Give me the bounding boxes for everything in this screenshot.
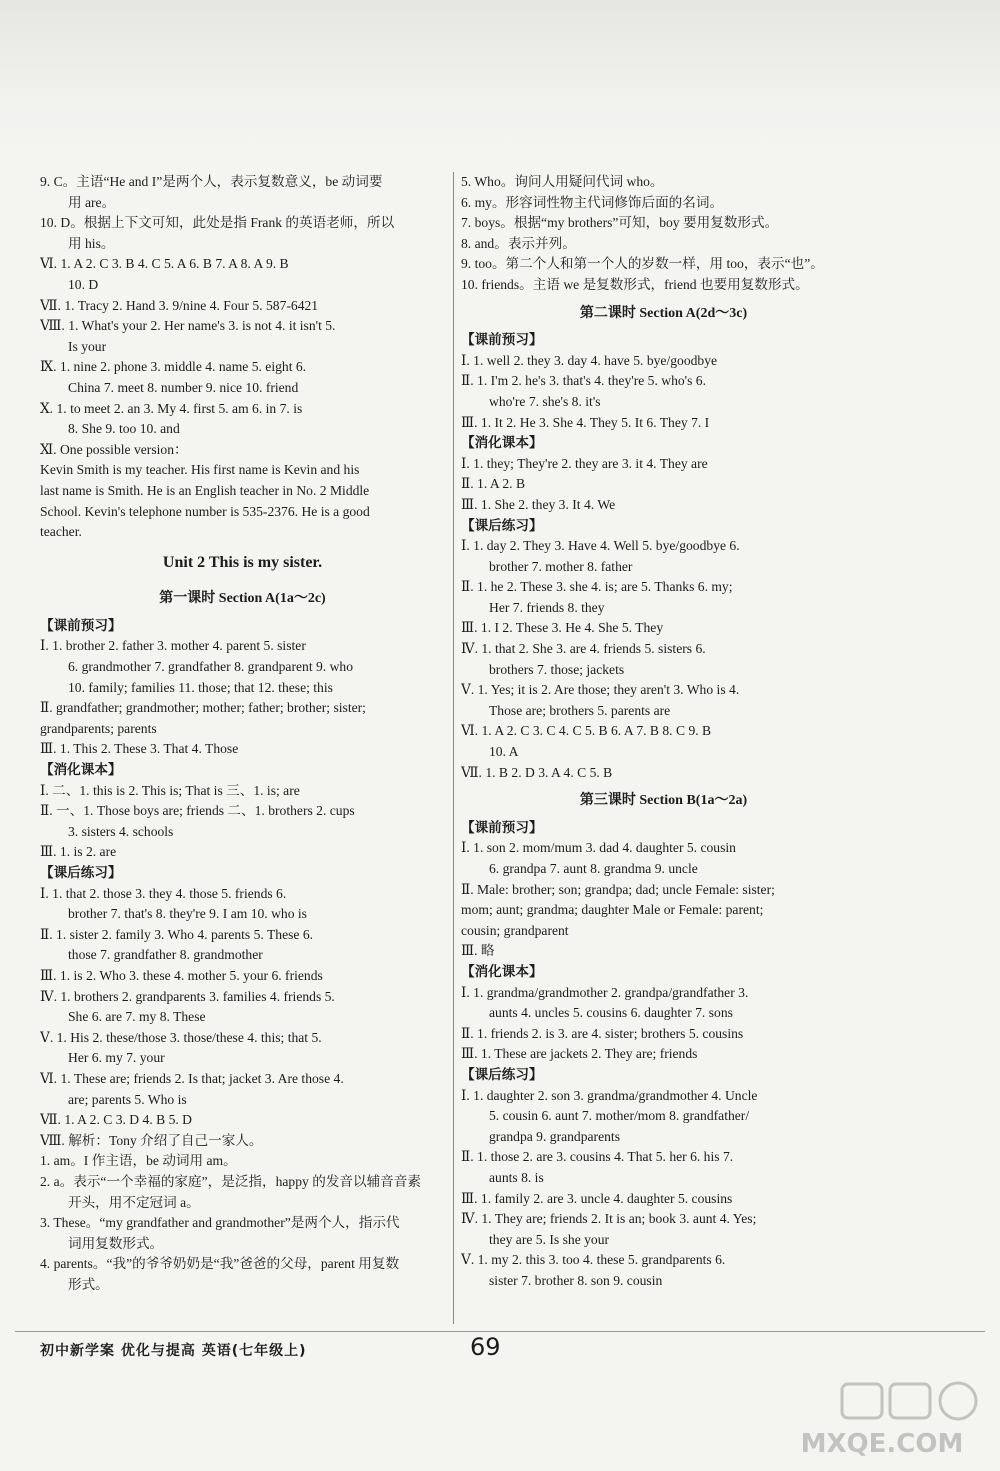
section-label: 【消化课本】 (461, 435, 543, 451)
answer-line: Ⅳ. 1. They are; friends 2. It is an; book 3. aunt 4. Yes; (461, 1211, 757, 1227)
answer-line: Ⅳ. 1. brothers 2. grandparents 3. families 4. friends 5. (40, 988, 335, 1004)
answer-line: Ⅰ. 1. grandma/grandmother 2. grandpa/grandfather 3. (461, 984, 749, 1000)
answer-line: 3. sisters 4. schools (68, 823, 174, 839)
column-divider (453, 172, 454, 1324)
answer-line: Ⅱ. 一、1. Those boys are; friends 二、1. brothers 2. cups (40, 803, 355, 819)
answer-line: Ⅷ. 1. What's your 2. Her name's 3. is not 4. it isn't 5. (40, 318, 336, 334)
answer-line: Ⅱ. 1. I'm 2. he's 3. that's 4. they're 5. who's 6. (461, 373, 706, 389)
answer-line: Ⅰ. 1. they; They're 2. they are 3. it 4. They are (461, 455, 708, 471)
unit-heading: Unit 2 This is my sister. (162, 553, 323, 571)
answer-line: 开头，用不定冠词 a。 (68, 1194, 200, 1210)
answer-line: last name is Smith. He is an English teacher in No. 2 Middle (40, 482, 370, 498)
answer-line: 5. Who。询问人用疑问代词 who。 (461, 174, 664, 189)
answer-line: who're 7. she's 8. it's (489, 393, 601, 409)
answer-line: Ⅵ. 1. These are; friends 2. Is that; jacket 3. Are those 4. (40, 1070, 344, 1086)
section-label: 【课前预习】 (461, 819, 543, 835)
answer-line: 5. cousin 6. aunt 7. mother/mom 8. grandfather/ (489, 1108, 750, 1124)
answer-line: Ⅴ. 1. Yes; it is 2. Are those; they aren't 3. Who is 4. (461, 682, 740, 698)
answer-line: Ⅶ. 1. B 2. D 3. A 4. C 5. B (461, 764, 613, 780)
answer-line: Ⅲ. 略 (461, 943, 495, 959)
answer-line: Ⅱ. 1. A 2. B (461, 476, 526, 492)
answer-line: cousin; grandparent (461, 922, 569, 938)
answer-line: Ⅲ. 1. is 2. Who 3. these 4. mother 5. your 6. friends (40, 967, 323, 983)
answer-line: 6. grandpa 7. aunt 8. grandma 9. uncle (489, 861, 698, 876)
answer-line: Is your (68, 338, 107, 354)
answer-line: Ⅱ. grandfather; grandmother; mother; father; brother; sister; (40, 700, 366, 716)
answer-line: they are 5. Is she your (489, 1231, 610, 1247)
answer-line: Ⅲ. 1. It 2. He 3. She 4. They 5. It 6. They 7. I (461, 414, 710, 430)
answer-line: Ⅲ. 1. family 2. are 3. uncle 4. daughter 5. cousins (461, 1190, 733, 1206)
section-label: 【课前预习】 (461, 332, 543, 348)
answer-line: Ⅰ. 1. son 2. mom/mum 3. dad 4. daughter 5. cousin (461, 840, 736, 856)
answer-line: Ⅴ. 1. His 2. these/those 3. those/these 4. this; that 5. (40, 1029, 322, 1045)
answer-line: Ⅱ. 1. friends 2. is 3. are 4. sister; brothers 5. cousins (461, 1025, 744, 1041)
answer-line: 6. grandmother 7. grandfather 8. grandparent 9. who (68, 659, 353, 675)
answer-line: Ⅱ. 1. sister 2. family 3. Who 4. parents 5. These 6. (40, 926, 314, 942)
answer-line: 用 are。 (68, 194, 116, 210)
answer-line: Ⅵ. 1. A 2. C 3. B 4. C 5. A 6. B 7. A 8. A 9. B (40, 256, 289, 272)
answer-line: sister 7. brother 8. son 9. cousin (489, 1272, 663, 1288)
answer-line: Those are; brothers 5. parents are (489, 702, 671, 718)
answer-line: Ⅰ. 1. day 2. They 3. Have 4. Well 5. bye/goodbye 6. (461, 538, 740, 554)
answer-line: 9. too。第二个人和第一个人的岁数一样，用 too，表示“也”。 (461, 256, 824, 272)
answer-line: 10. D。根据上下文可知，此处是指 Frank 的英语老师，所以 (40, 215, 395, 231)
section-label: 【课前预习】 (40, 617, 122, 633)
answer-line: China 7. meet 8. number 9. nice 10. friend (68, 379, 299, 395)
footer-rule (15, 1331, 985, 1332)
answer-line: 词用复数形式。 (68, 1235, 164, 1251)
answer-line: 9. C。主语“He and I”是两个人，表示复数意义，be 动词要 (40, 174, 383, 189)
answer-line: brother 7. that's 8. they're 9. I am 10. who is (68, 906, 307, 922)
answer-line: Ⅱ. Male: brother; son; grandpa; dad; uncle Female: sister; (461, 881, 775, 897)
scan-shadow (0, 0, 1000, 160)
lesson-heading: 第一课时 Section A(1a～2c) (159, 591, 326, 607)
answer-line: 7. boys。根据“my brothers”可知，boy 要用复数形式。 (461, 215, 779, 231)
answer-line: Ⅲ. 1. I 2. These 3. He 4. She 5. They (461, 620, 664, 636)
answer-line: Ⅴ. 1. my 2. this 3. too 4. these 5. grandparents 6. (461, 1252, 726, 1268)
answer-line: Ⅸ. 1. nine 2. phone 3. middle 4. name 5. eight 6. (40, 359, 307, 375)
answer-line: 4. parents。“我”的爷爷奶奶是“我”爸爸的父母，parent 用复数 (40, 1256, 400, 1272)
answer-line: Ⅳ. 1. that 2. She 3. are 4. friends 5. sisters 6. (461, 641, 706, 657)
lesson-heading: 第二课时 Section A(2d～3c) (579, 305, 748, 321)
book-title: 初中新学案 优化与提高 英语(七年级上) (40, 1343, 307, 1359)
answer-line: Ⅶ. 1. A 2. C 3. D 4. B 5. D (40, 1112, 192, 1128)
answer-line: 10. D (68, 276, 99, 292)
answer-line: Ⅰ. 二、1. this is 2. This is; That is 三、1. is; are (40, 782, 300, 798)
answer-line: 2. a。表示“一个幸福的家庭”，是泛指，happy 的发音以辅音音素 (40, 1173, 421, 1189)
answer-line: 8. She 9. too 10. and (68, 421, 180, 437)
answer-line: She 6. are 7. my 8. These (68, 1009, 206, 1025)
answer-line: those 7. grandfather 8. grandmother (68, 947, 263, 963)
answer-line: teacher. (40, 524, 82, 540)
answer-line: School. Kevin's telephone number is 535-2376. He is a good (40, 503, 370, 519)
answer-line: 10. friends。主语 we 是复数形式，friend 也要用复数形式。 (461, 276, 809, 292)
answer-line: brother 7. mother 8. father (489, 558, 633, 574)
answer-line: Ⅲ. 1. is 2. are (40, 844, 117, 860)
lesson-heading: 第三课时 Section B(1a～2a) (579, 793, 748, 809)
answer-line: Ⅶ. 1. Tracy 2. Hand 3. 9/nine 4. Four 5. 587-6421 (40, 297, 319, 313)
answer-line: grandparents; parents (40, 720, 157, 736)
answer-line: 用 his。 (68, 235, 115, 251)
answer-line: Ⅹ. 1. to meet 2. an 3. My 4. first 5. am 6. in 7. is (40, 400, 303, 416)
answer-line: Ⅱ. 1. those 2. are 3. cousins 4. That 5. her 6. his 7. (461, 1149, 734, 1165)
answer-line: Ⅰ. 1. that 2. those 3. they 4. those 5. friends 6. (40, 885, 287, 901)
answer-line: are; parents 5. Who is (68, 1091, 187, 1107)
answer-line: mom; aunt; grandma; daughter Male or Female: parent; (461, 902, 764, 918)
answer-line: 形式。 (68, 1276, 109, 1292)
answer-line: aunts 8. is (489, 1169, 544, 1185)
answer-line: Her 7. friends 8. they (489, 599, 605, 615)
answer-line: Ⅰ. 1. well 2. they 3. day 4. have 5. bye/goodbye (461, 352, 718, 368)
right-column (461, 172, 866, 1291)
answer-line: 10. family; families 11. those; that 12. these; this (68, 679, 333, 695)
answer-line: grandpa 9. grandparents (489, 1128, 620, 1144)
answer-line: Kevin Smith is my teacher. His first name is Kevin and his (40, 462, 360, 478)
section-label: 【课后练习】 (40, 865, 122, 880)
answer-line: Ⅲ. 1. These are jackets 2. They are; friends (461, 1046, 698, 1062)
answer-line: 1. am。I 作主语，be 动词用 am。 (40, 1153, 237, 1169)
left-column (40, 172, 445, 1295)
answer-line: Her 6. my 7. your (68, 1050, 165, 1066)
answer-line: brothers 7. those; jackets (489, 661, 625, 677)
answer-line: Ⅰ. 1. brother 2. father 3. mother 4. parent 5. sister (40, 638, 306, 654)
answer-line: Ⅵ. 1. A 2. C 3. C 4. C 5. B 6. A 7. B 8. C 9. B (461, 723, 712, 739)
section-label: 【消化课本】 (461, 963, 543, 979)
section-label: 【课后练习】 (461, 1066, 543, 1082)
section-label: 【课后练习】 (461, 517, 543, 533)
answer-line: Ⅲ. 1. This 2. These 3. That 4. Those (40, 741, 239, 757)
answer-line: 6. my。形容词性物主代词修饰后面的名词。 (461, 194, 724, 210)
answer-line: Ⅲ. 1. She 2. they 3. It 4. We (461, 496, 616, 512)
answer-line: Ⅷ. 解析：Tony 介绍了自己一家人。 (40, 1132, 263, 1148)
answer-line: Ⅰ. 1. daughter 2. son 3. grandma/grandmother 4. Uncle (461, 1087, 758, 1103)
watermark-logo (772, 1380, 992, 1460)
answer-line: 3. These。“my grandfather and grandmother”是两个人，指示代 (40, 1215, 400, 1231)
answer-line: 8. and。表示并列。 (461, 235, 576, 251)
section-label: 【消化课本】 (40, 762, 122, 778)
page-number: 69 (470, 1333, 501, 1361)
answer-line: 10. A (489, 744, 519, 760)
watermark-text: MXQE.COM (800, 1429, 964, 1459)
answer-line: Ⅺ. One possible version： (40, 441, 188, 457)
answer-line: aunts 4. uncles 5. cousins 6. daughter 7. sons (489, 1005, 733, 1021)
answer-line: Ⅱ. 1. he 2. These 3. she 4. is; are 5. Thanks 6. my; (461, 579, 733, 595)
